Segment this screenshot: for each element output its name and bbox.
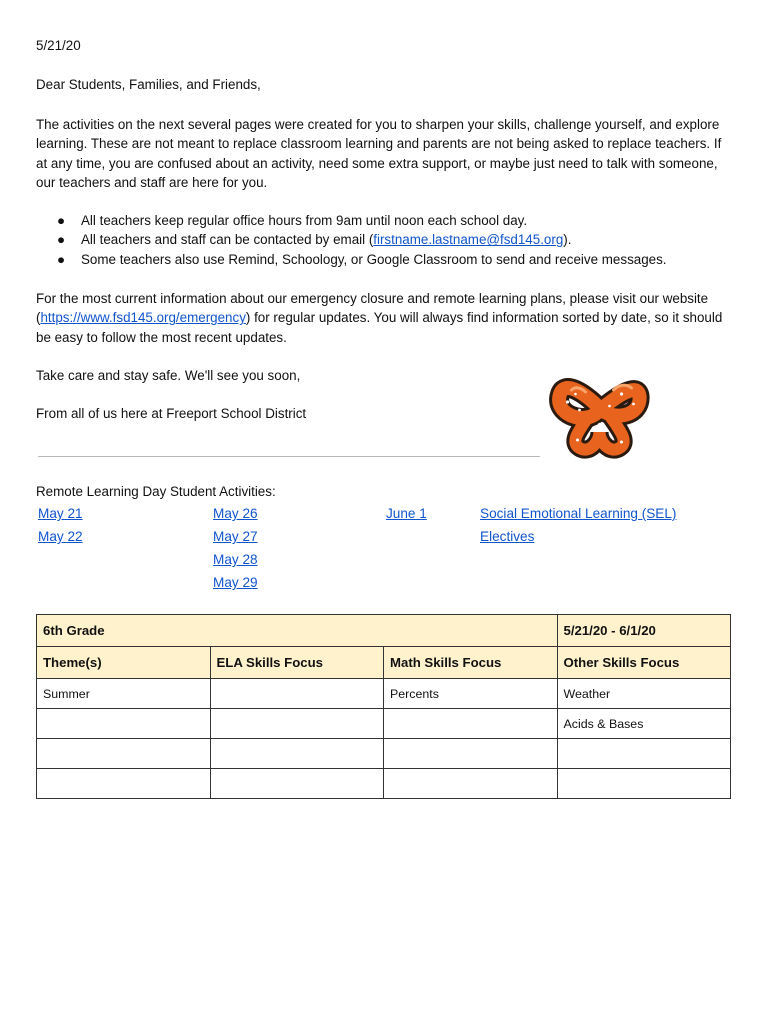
table-row: [37, 739, 731, 769]
website-link[interactable]: https://www.fsd145.org/emergency: [40, 310, 246, 326]
activity-link-sel[interactable]: Social Emotional Learning (SEL): [480, 506, 677, 521]
table-cell: [384, 709, 558, 739]
date-range-cell: 5/21/20 - 6/1/20: [557, 615, 731, 647]
activity-link-june-1[interactable]: June 1: [386, 506, 427, 521]
section-divider: [38, 456, 540, 457]
grade-cell: 6th Grade: [37, 615, 558, 647]
bullet-icon: ●: [57, 251, 66, 267]
table-cell: Acids & Bases: [557, 709, 731, 739]
activity-link-may-21[interactable]: May 21: [38, 506, 83, 521]
bullet-icon: ●: [57, 232, 66, 248]
table-cell: [210, 679, 384, 709]
table-cell: [557, 769, 731, 799]
letter-date: 5/21/20: [36, 38, 81, 53]
table-cell: Summer: [37, 679, 211, 709]
table-header-row: [37, 647, 731, 679]
activity-link-electives[interactable]: Electives: [480, 529, 535, 544]
column-header: Other Skills Focus: [557, 647, 731, 679]
intro-paragraph: The activities on the next several pages were created for you to sharpen your skills, challenge yourself, and explore learning. These are not meant to replace classroom learning and parents are not being asked to replace teachers. If at any time, you are confused about an activity, need some extra support, or maybe just need to talk with someone, our teachers and staff are here for you.: [36, 117, 722, 191]
support-list: [36, 211, 736, 269]
activity-link-may-28[interactable]: May 28: [213, 552, 258, 567]
table-cell: Percents: [384, 679, 558, 709]
table-cell: [557, 739, 731, 769]
bullet-icon: ●: [57, 213, 66, 228]
table-cell: [37, 739, 211, 769]
activity-link-may-22[interactable]: May 22: [38, 529, 83, 544]
skills-table: [36, 614, 731, 799]
table-cell: [37, 769, 211, 799]
column-header: Math Skills Focus: [384, 647, 558, 679]
table-cell: [210, 739, 384, 769]
activity-link-may-27[interactable]: May 27: [213, 529, 258, 544]
website-paragraph: For the most current information about our emergency closure and remote learning plans, please visit our website (https://www.fsd145.org/emergency) for regular updates. You will always find information sorted by date, so it should be easy to follow the most recent updates.: [36, 291, 723, 345]
table-cell: [384, 769, 558, 799]
email-link[interactable]: firstname.lastname@fsd145.org: [373, 232, 564, 248]
list-item: ● All teachers keep regular office hours from 9am until noon each school day.: [36, 211, 736, 230]
table-cell: [37, 709, 211, 739]
activity-link-may-29[interactable]: May 29: [213, 575, 258, 590]
table-cell: [384, 739, 558, 769]
activities-heading: Remote Learning Day Student Activities:: [36, 484, 276, 499]
table-row: [37, 769, 731, 799]
column-header: Theme(s): [37, 647, 211, 679]
table-cell: [210, 709, 384, 739]
closing-line: Take care and stay safe. We'll see you soon,: [36, 368, 301, 383]
table-title-row: [37, 615, 731, 647]
signoff-line: From all of us here at Freeport School District: [36, 406, 307, 421]
list-item: ● Some teachers also use Remind, Schoology, or Google Classroom to send and receive messages.: [36, 250, 736, 269]
table-cell: [210, 769, 384, 799]
table-row: [37, 709, 731, 739]
table-row: [37, 679, 731, 709]
list-item: ● All teachers and staff can be contacted by email (firstname.lastname@fsd145.org).: [36, 230, 736, 249]
table-cell: Weather: [557, 679, 731, 709]
column-header: ELA Skills Focus: [210, 647, 384, 679]
pretzel-mascot-icon: [549, 350, 650, 460]
greeting: Dear Students, Families, and Friends,: [36, 77, 261, 92]
activity-link-may-26[interactable]: May 26: [213, 506, 258, 521]
